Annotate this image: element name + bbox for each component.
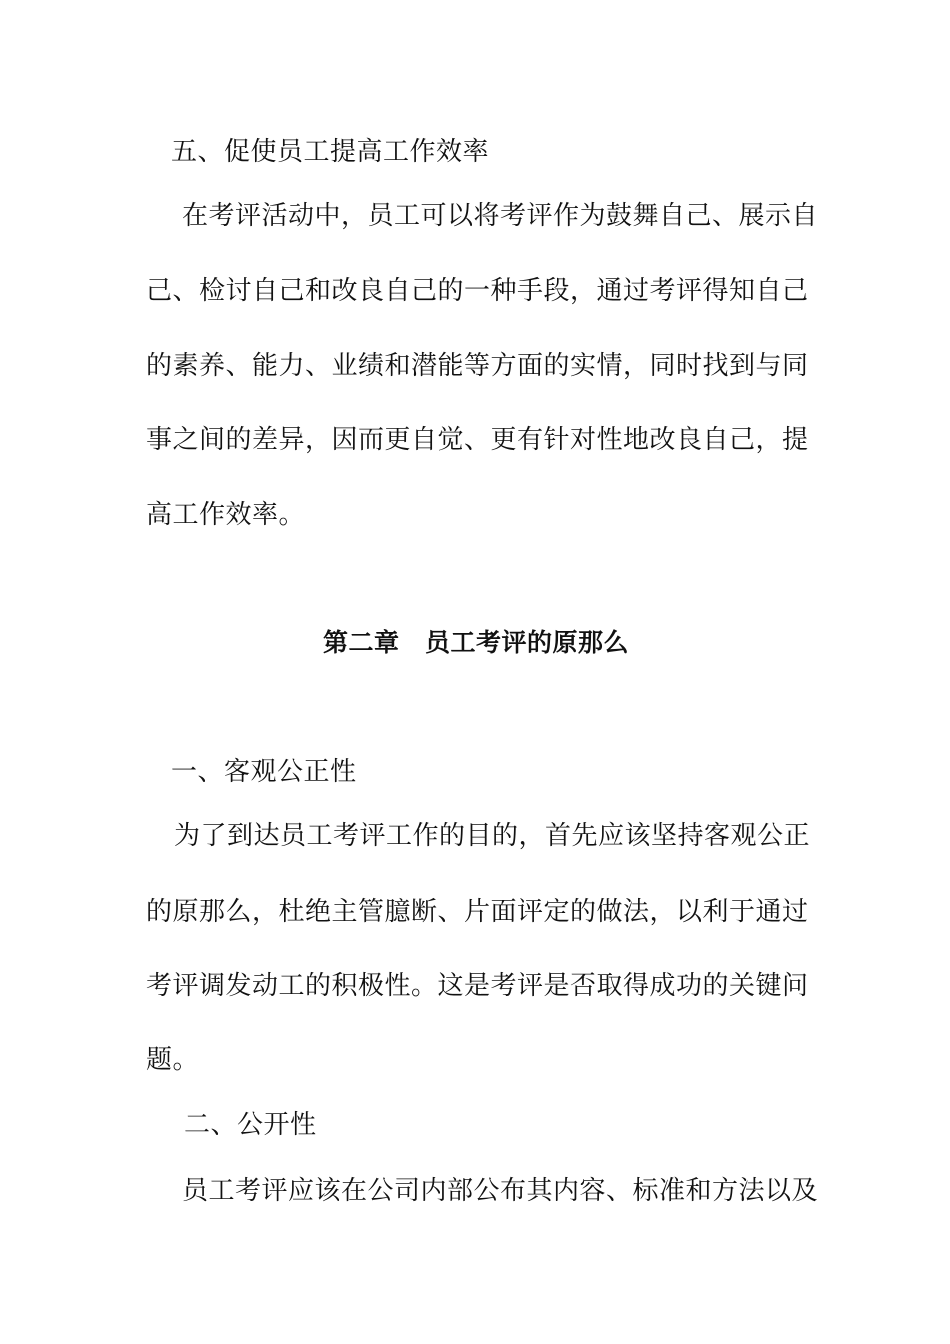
paragraph-line: 员工考评应该在公司内部公布其内容、标准和方法以及	[182, 1176, 819, 1206]
section-heading-5: 五、促使员工提高工作效率	[171, 137, 490, 167]
chapter-title: 第二章 员工考评的原那么	[323, 628, 630, 657]
section-heading-2: 二、公开性	[184, 1110, 317, 1140]
paragraph-line: 的素养、能力、业绩和潜能等方面的实情，同时找到与同	[146, 351, 809, 381]
paragraph-line: 为了到达员工考评工作的目的，首先应该坚持客观公正	[174, 821, 811, 851]
paragraph-line: 己、检讨自己和改良自己的一种手段，通过考评得知自己	[146, 276, 809, 306]
paragraph-line: 高工作效率。	[146, 500, 306, 530]
paragraph-line: 考评调发动工的积极性。这是考评是否取得成功的关键问	[146, 971, 809, 1001]
paragraph-line: 的原那么，杜绝主管臆断、片面评定的做法，以利于通过	[146, 897, 809, 927]
section-heading-1: 一、客观公正性	[171, 757, 357, 787]
paragraph-line: 在考评活动中，员工可以将考评作为鼓舞自己、展示自	[182, 201, 819, 231]
paragraph-line: 题。	[146, 1045, 200, 1075]
paragraph-line: 事之间的差异，因而更自觉、更有针对性地改良自己，提	[146, 425, 809, 455]
